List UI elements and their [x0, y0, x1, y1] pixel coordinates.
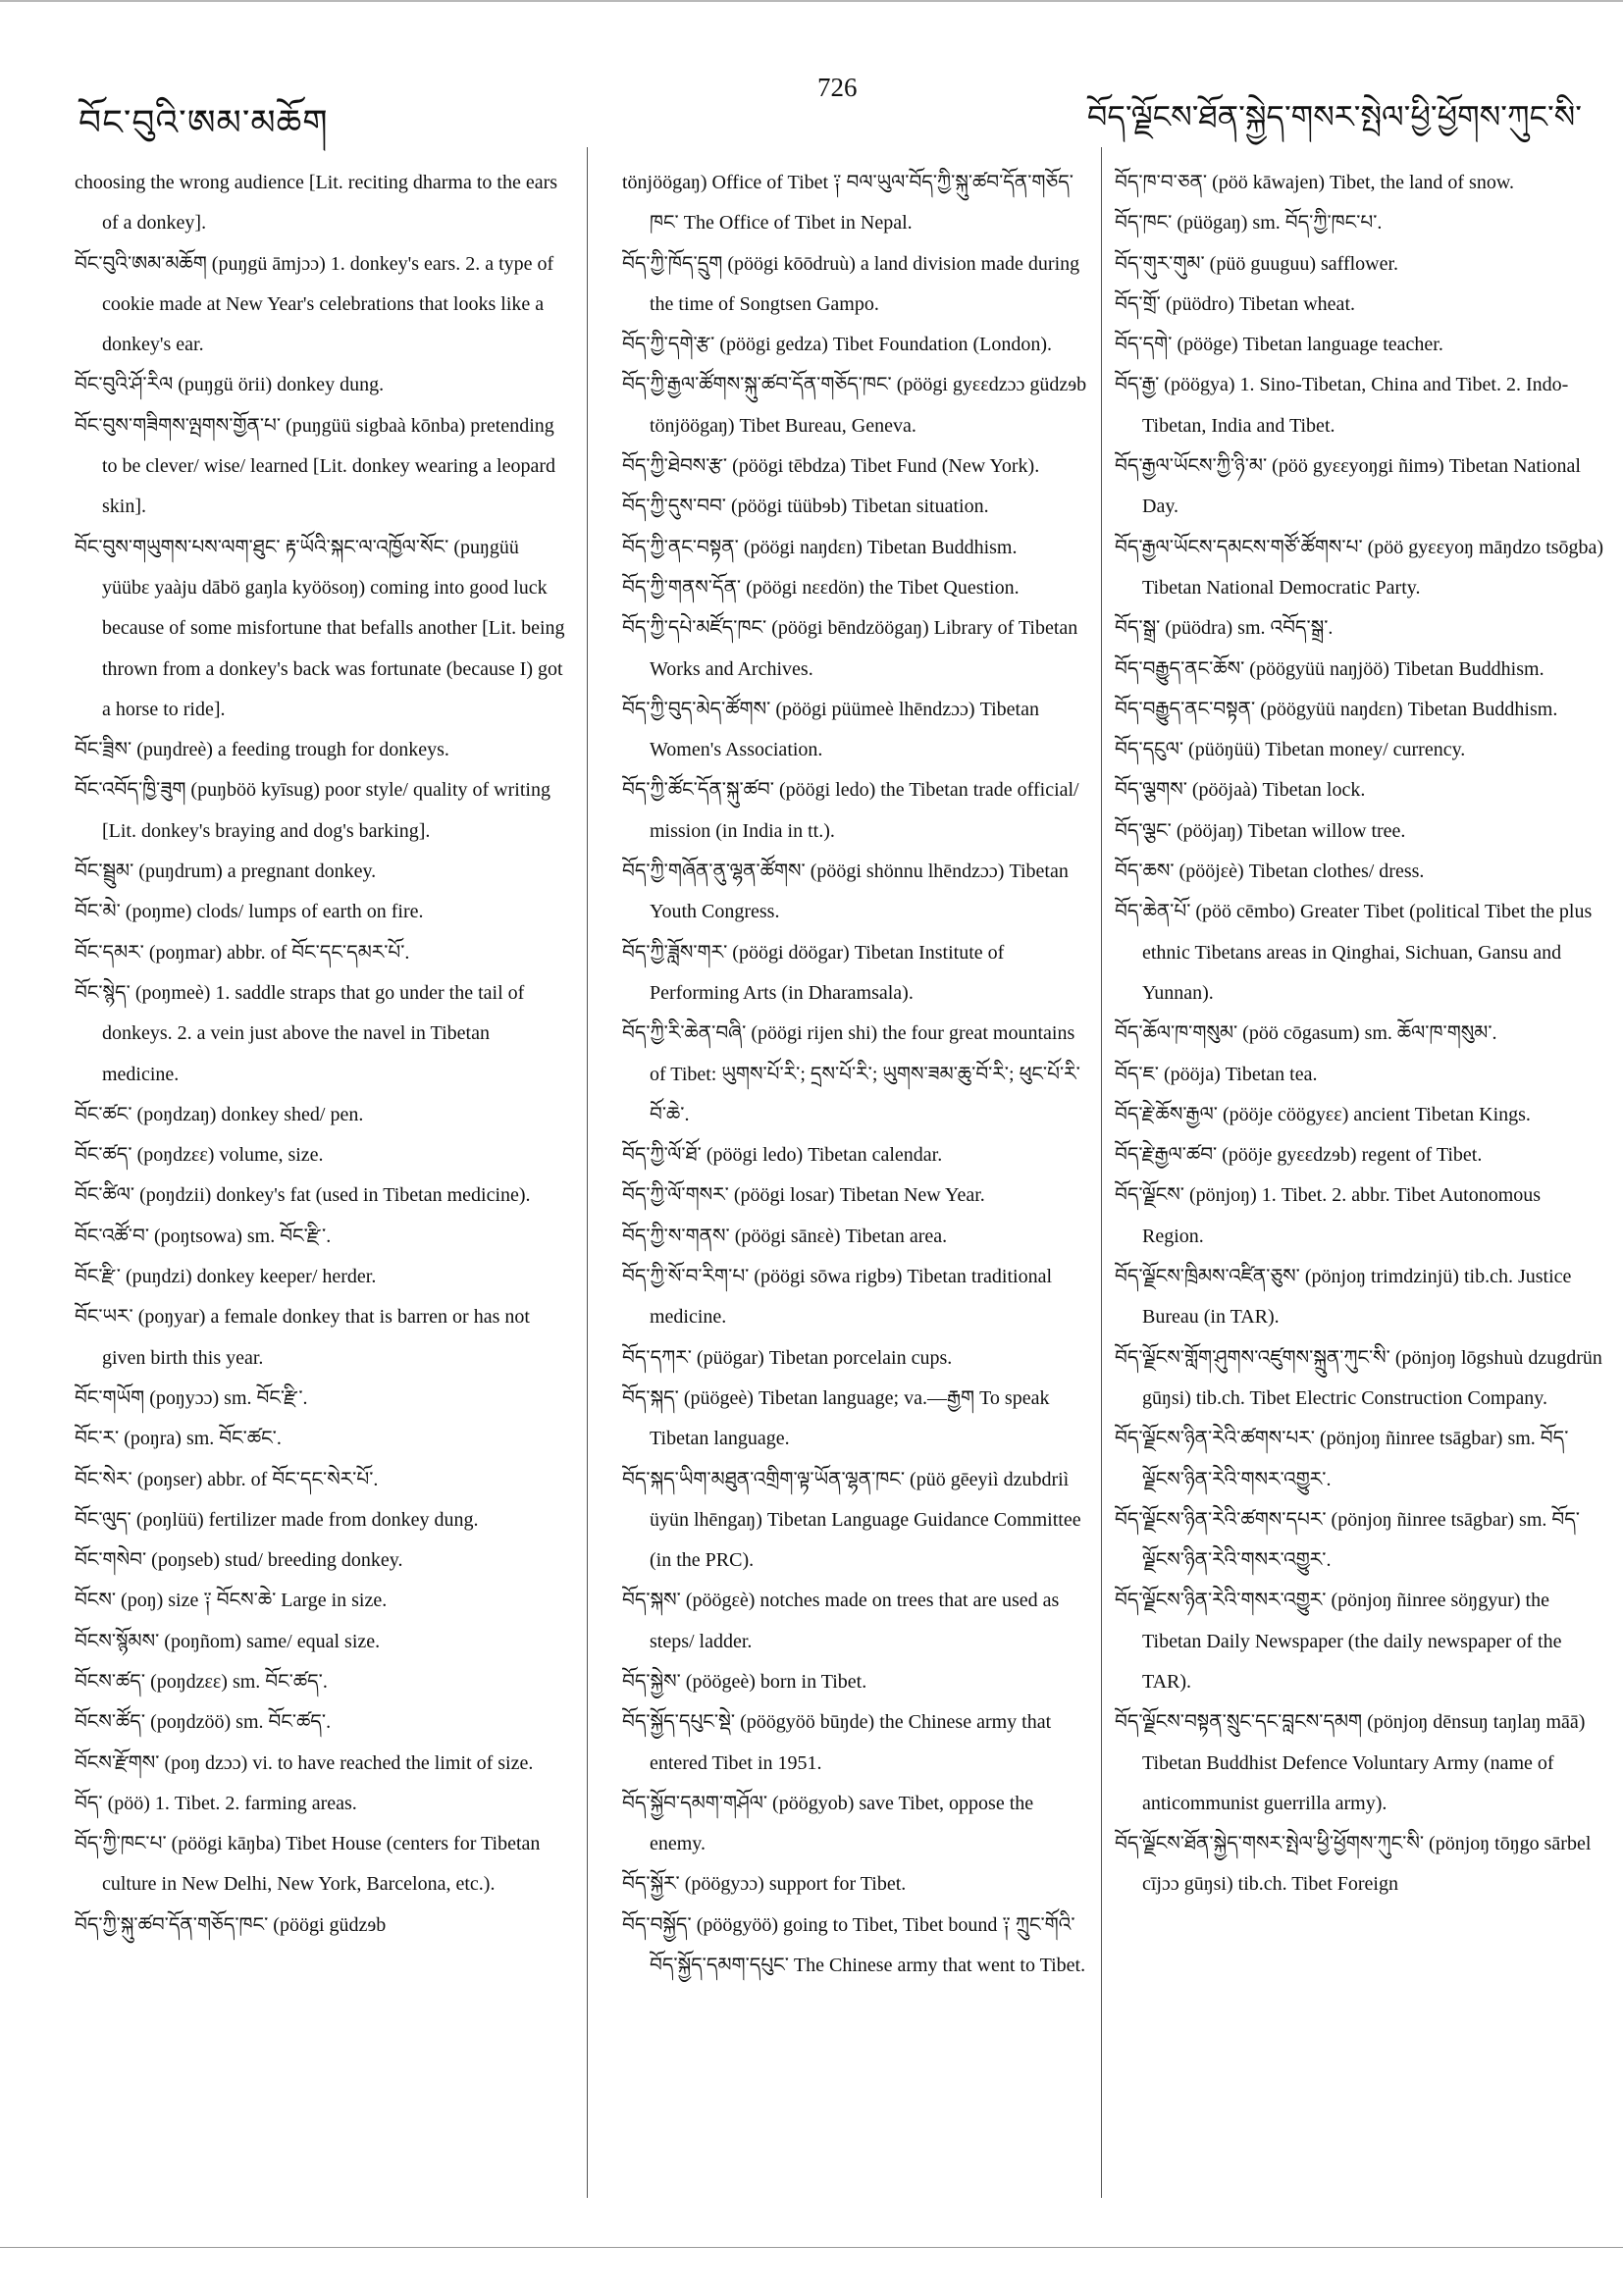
dictionary-entry: བོད་སྐྱེས་ (pöögeè) born in Tibet. [622, 1670, 867, 1693]
dictionary-entry: བོང་ཡར་ (poŋyar) a female donkey that is barren or has not given birth this year. [75, 1306, 530, 1369]
dictionary-entry: བོད་ལྗོངས་བསྟན་སྲུང་དང་བླངས་དམག (pönjoŋ dēnsuŋ taŋlaŋ māā) Tibetan Buddhist Defence Voluntary Army (name of anticommunist guerrilla army). [1115, 1711, 1586, 1814]
dictionary-entry: བོད་ཀྱི་རི་ཆེན་བཞི་ (pöögi rijen shi) the four great mountains of Tibet: ཡུགས་པོ་རི་; དྲས་པོ་རི་; ཡུགས་ཟམ་ཆུ་བོ་རི་; ཕུང་པོ་རི་བོ་ཆེ་. [622, 1022, 1080, 1125]
dictionary-entry: tönjöögaŋ) Office of Tibet ༑ བལ་ཡུལ་བོད་ཀྱི་སྐུ་ཚབ་དོན་གཅོད་ཁང་ The Office of Tibet in Nepal. [622, 172, 1073, 235]
dictionary-entry: བོད་ཆེན་པོ་ (pöö cēmbo) Greater Tibet (political Tibet the plus ethnic Tibetans areas in Qinghai, Sichuan, Gansu and Yunnan). [1115, 901, 1593, 1004]
dictionary-entry: བོང་རྫི་ (puŋdzi) donkey keeper/ herder. [75, 1266, 377, 1288]
top-border [0, 0, 1623, 16]
dictionary-entry: བོད་ཇ་ (pööja) Tibetan tea. [1115, 1063, 1318, 1085]
dictionary-entry: བོད་ཀྱི་དགེ་རྩ་ (pöögi gedza) Tibet Foundation (London). [622, 334, 1053, 356]
dictionary-entry: བོད་རྗེ་རྒྱལ་ཚབ་ (pööje gyɛɛdzɘb) regent of Tibet. [1115, 1144, 1483, 1167]
dictionary-entry: བོད་ཀྱི་ཁོད་དྲུག (pöögi kōōdruù) a land division made during the time of Songtsen Gampo. [622, 252, 1080, 315]
dictionary-entry: བོང་གསེབ་ (poŋseb) stud/ breeding donkey. [75, 1549, 403, 1572]
dictionary-entry: བོད་ཀྱི་ལོ་གསར་ (pöögi losar) Tibetan New Year. [622, 1184, 985, 1207]
dictionary-entry: བོད་དགེ་ (pööge) Tibetan language teacher. [1115, 334, 1443, 356]
dictionary-entry: བོད་ལྗོངས་ཉིན་རེའི་ཚགས་དཔར་ (pönjoŋ ñinree tsāgbar) sm. བོད་ལྗོངས་ཉིན་རེའི་གསར་འགྱུར་. [1115, 1508, 1580, 1572]
dictionary-entry: བོད་ཀྱི་གནས་དོན་ (pöögi nɛɛdön) the Tibet Question. [622, 576, 1020, 599]
dictionary-entry: བོད་གུར་གུམ་ (püö guuguu) safflower. [1115, 252, 1399, 275]
page-number: 726 [817, 73, 858, 102]
dictionary-entry: བོང་སེར་ (poŋser) abbr. of བོང་དང་སེར་པོ་. [75, 1468, 379, 1490]
dictionary-entry: བོང་དམར་ (poŋmar) abbr. of བོང་དང་དམར་པོ་. [75, 941, 410, 964]
dictionary-entry: བོད་ཀྱི་ཐེབས་རྩ་ (pöögi tēbdza) Tibet Fund (New York). [622, 455, 1040, 478]
dictionary-entry: བོང་གཡོག (poŋyɔɔ) sm. བོང་རྫི་. [75, 1386, 308, 1409]
dictionary-entry: བོད་ཀྱི་གཞོན་ནུ་ལྷན་ཚོགས་ (pöögi shönnu lhēndzɔɔ) Tibetan Youth Congress. [622, 861, 1069, 923]
bottom-border [0, 2247, 1623, 2248]
dictionary-column-middle [622, 163, 1093, 2184]
dictionary-entry: བོད་ལྗོངས་ཐོན་སྐྱེད་གསར་སྤེལ་ཕྱི་ཕྱོགས་ཀུང་སི་ (pönjoŋ tōŋgo sārbel cījɔɔ gūŋsi) tib.ch. Tibet Foreign [1115, 1833, 1592, 1896]
dictionary-entry: བོད་བརྒྱུད་ནང་བསྟན་ (pöögyüü naŋdɛn) Tibetan Buddhism. [1115, 698, 1558, 720]
dictionary-entry: བོང་བུས་གཡུགས་པས་ལག་ཐུང་ རྟ་ཡོའི་སྐང་ལ་འཁྱོལ་སོང་ (puŋgüü yüübɛ yaàju dābö gaŋla kyöösoŋ) coming into good luck because of some misfortune that befalls another [Lit. being thrown from a donkey's back was fortunate (because I) got a horse to ride]. [75, 536, 565, 720]
column-divider [1101, 147, 1102, 2198]
dictionary-entry: བོད་སྐྱོབ་དམག་གཤོལ་ (pöögyob) save Tibet, oppose the enemy. [622, 1792, 1034, 1855]
dictionary-entry: བོང་སྙེད་ (poŋmeè) 1. saddle straps that go under the tail of donkeys. 2. a vein just above the navel in Tibetan medicine. [75, 981, 525, 1085]
dictionary-entry: བོང་བུའི་ཨམ་མཆོག (puŋgü āmjɔɔ) 1. donkey's ears. 2. a type of cookie made at New Year's celebrations that looks like a donkey's ear. [75, 252, 554, 356]
dictionary-entry: བོད་ཀྱི་དཔེ་མཛོད་ཁང་ (pöögi bēndzöögaŋ) Library of Tibetan Works and Archives. [622, 617, 1078, 680]
dictionary-entry: choosing the wrong audience [Lit. reciting dharma to the ears of a donkey]. [75, 172, 558, 235]
dictionary-entry: བོད་ཀྱི་དུས་བབ་ (pöögi tüübɘb) Tibetan situation. [622, 496, 989, 518]
dictionary-entry: བོང་ར་ (poŋra) sm. བོང་ཚང་. [75, 1428, 282, 1450]
dictionary-entry: བོང་ཟྲིས་ (puŋdreè) a feeding trough for donkeys. [75, 739, 449, 761]
dictionary-entry: བོད་བརྒྱུད་ནང་ཆོས་ (pöögyüü naŋjöö) Tibetan Buddhism. [1115, 657, 1544, 680]
dictionary-entry: བོད་བསྐྱོད་ (pöögyöö) going to Tibet, Tibet bound ༑ ཀྲུང་གོའི་བོད་སྐྱོད་དམག་དཔུང་ The Chinese army that went to Tibet. [622, 1913, 1086, 1977]
running-head-left: བོང་བུའི་ཨམ་མཆོག [79, 103, 329, 143]
dictionary-column-right [1115, 163, 1605, 2184]
dictionary-entry: བོད་ཀྱི་བུད་མེད་ཚོགས་ (pöögi püümeè lhēndzɔɔ) Tibetan Women's Association. [622, 698, 1039, 761]
dictionary-entry: བོངས་ཚོད་ (poŋdzöö) sm. བོང་ཚད་. [75, 1711, 332, 1734]
dictionary-entry: བོད་ཁང་ (püögaŋ) sm. བོད་ཀྱི་ཁང་པ་. [1115, 212, 1383, 235]
dictionary-entry: བོད་ཀྱི་སྐུ་ཚབ་དོན་གཅོད་ཁང་ (pöögi güdzɘb [75, 1913, 387, 1936]
dictionary-entry: བོངས་ (poŋ) size ༑ བོངས་ཆེ་ Large in size. [75, 1590, 388, 1612]
dictionary-entry: བོད་ལྕགས་ (pööjaà) Tibetan lock. [1115, 779, 1366, 802]
dictionary-entry: བོད་ཀྱི་ནང་བསྟན་ (pöögi naŋdɛn) Tibetan Buddhism. [622, 536, 1018, 558]
dictionary-entry: བོད་སྒྲ་ (püödra) sm. འབོད་སྒྲ་. [1115, 617, 1334, 640]
dictionary-entry: བོད་གྲོ་ (püödro) Tibetan wheat. [1115, 292, 1355, 315]
column-divider [587, 147, 588, 2198]
dictionary-entry: བོངས་སྙོམས་ (poŋñom) same/ equal size. [75, 1630, 381, 1652]
dictionary-entry: བོངས་རྫོགས་ (poŋ dzɔɔ) vi. to have reached the limit of size. [75, 1751, 534, 1774]
dictionary-entry: བོད་ཀྱི་ས་གནས་ (pöögi sānɛè) Tibetan area. [622, 1225, 948, 1247]
dictionary-entry: བོང་ལུད་ (poŋlüü) fertilizer made from donkey dung. [75, 1508, 479, 1531]
dictionary-entry: བོད་ཀྱི་ཟློས་གར་ (pöögi döögar) Tibetan Institute of Performing Arts (in Dharamsala). [622, 941, 1005, 1004]
dictionary-entry: བོང་ཚིལ་ (poŋdzii) donkey's fat (used in Tibetan medicine). [75, 1184, 531, 1207]
dictionary-entry: བོད་ཀྱི་ཁང་པ་ (pöögi kāŋba) Tibet House (centers for Tibetan culture in New Delhi, New York, Barcelona, etc.). [75, 1833, 541, 1896]
dictionary-entry: བོང་ཚང་ (poŋdzaŋ) donkey shed/ pen. [75, 1103, 364, 1125]
dictionary-entry: བོད་རྒྱལ་ཡོངས་དམངས་གཙོ་ཚོགས་པ་ (pöö gyɛɛyoŋ māŋdzo tsōgba) Tibetan National Democratic Party. [1115, 536, 1604, 599]
dictionary-entry: བོད་ལྗོངས་ཉིན་རེའི་ཚགས་པར་ (pönjoŋ ñinree tsāgbar) sm. བོད་ལྗོངས་ཉིན་རེའི་གསར་འགྱུར་. [1115, 1428, 1569, 1490]
dictionary-entry: བོང་འཚོ་བ་ (poŋtsowa) sm. བོང་རྫི་. [75, 1225, 332, 1247]
dictionary-entry: བོང་བུའི་ཤོ་རིལ (puŋgü örii) donkey dung. [75, 374, 385, 396]
dictionary-entry: བོད་ཀྱི་རྒྱལ་ཚོགས་སྐུ་ཚབ་དོན་གཅོད་ཁང་ (pöögi gyɛɛdzɔɔ güdzɘb tönjöögaŋ) Tibet Bureau, Geneva. [622, 374, 1087, 437]
dictionary-entry: བོང་བུས་གཟིགས་ལྤགས་གྱོན་པ་ (puŋgüü sigbaà kōnba) pretending to be clever/ wise/ learned [Lit. donkey wearing a leopard skin]. [75, 414, 556, 518]
dictionary-entry: བོད་ཀྱི་ལོ་ཐོ་ (pöögi ledo) Tibetan calendar. [622, 1144, 943, 1167]
dictionary-entry: བོད་སྐྱོར་ (pöögyɔɔ) support for Tibet. [622, 1873, 907, 1896]
dictionary-entry: བོང་མེ་ (poŋme) clods/ lumps of earth on fire. [75, 901, 424, 923]
dictionary-entry: བོད་ལྗོངས་ཁྲིམས་འཛིན་ཅུས་ (pönjoŋ trimdzinjü) tib.ch. Justice Bureau (in TAR). [1115, 1266, 1572, 1329]
dictionary-entry: བོད་ལྗོངས་ཉིན་རེའི་གསར་འགྱུར་ (pönjoŋ ñinree söŋgyur) the Tibetan Daily Newspaper (the daily newspaper of the TAR). [1115, 1590, 1562, 1693]
dictionary-entry: བོད་ལྗོངས་གློག་ཤུགས་འཛུགས་སྐྲུན་ཀུང་སི་ (pönjoŋ lōgshuù dzugdrün gūŋsi) tib.ch. Tibet Electric Construction Company. [1115, 1346, 1602, 1409]
dictionary-entry: བོད་དངུལ་ (püöŋüü) Tibetan money/ currency. [1115, 739, 1466, 761]
dictionary-entry: བོད་ཁ་བ་ཅན་ (pöö kāwajen) Tibet, the land of snow. [1115, 172, 1514, 193]
dictionary-entry: བོད་ཀྱི་སོ་བ་རིག་པ་ (pöögi sōwa rigbɘ) Tibetan traditional medicine. [622, 1266, 1053, 1329]
dictionary-entry: བོད་རྗེ་ཆོས་རྒྱལ་ (pööje cöögyɛɛ) ancient Tibetan Kings. [1115, 1103, 1531, 1125]
dictionary-entry: བོངས་ཚད་ (poŋdzɛɛ) sm. བོང་ཚད་. [75, 1670, 328, 1693]
dictionary-entry: བོང་འབོད་ཁྱི་ཟུག (puŋböö kyīsug) poor style/ quality of writing [Lit. donkey's braying and dog's barking]. [75, 779, 550, 842]
dictionary-entry: བོད་སྐད་ཡིག་མཐུན་འགྲིག་ལྟ་ཡོན་ལྷན་ཁང་ (püö gēeyiì dzubdriì üyün lhēngaŋ) Tibetan Language Guidance Committee (in the PRC). [622, 1468, 1081, 1572]
dictionary-entry: བོད་རྒྱ་ (pöögya) 1. Sino-Tibetan, China and Tibet. 2. Indo-Tibetan, India and Tibet. [1115, 374, 1569, 437]
dictionary-column-left [75, 163, 565, 2184]
dictionary-entry: བོད་དཀར་ (püögar) Tibetan porcelain cups. [622, 1346, 953, 1369]
dictionary-entry: བོད་ལྗོངས་ (pönjoŋ) 1. Tibet. 2. abbr. Tibet Autonomous Region. [1115, 1184, 1542, 1247]
dictionary-entry: བོང་ཚད་ (poŋdzɛɛ) volume, size. [75, 1144, 324, 1167]
dictionary-entry: བོད་ཆོལ་ཁ་གསུམ་ (pöö cōgasum) sm. ཆོལ་ཁ་གསུམ་. [1115, 1022, 1497, 1045]
dictionary-entry: བོད་རྒྱལ་ཡོངས་ཀྱི་ཉི་མ་ (pöö gyɛɛyoŋgi ñimɘ) Tibetan National Day. [1115, 455, 1581, 518]
dictionary-entry: བོད་ཆས་ (pööjɛè) Tibetan clothes/ dress. [1115, 861, 1425, 883]
dictionary-entry: བོང་སྦྲུམ་ (puŋdrum) a pregnant donkey. [75, 861, 377, 883]
dictionary-entry: བོད་སྐད་ (püögeè) Tibetan language; va.—རྒྱག To speak Tibetan language. [622, 1386, 1050, 1450]
dictionary-entry: བོད་སྐས་ (pöögɛè) notches made on trees that are used as steps/ ladder. [622, 1590, 1060, 1652]
dictionary-entry: བོད་སྐྱོད་དཔུང་སྡེ་ (pöögyöö būŋde) the Chinese army that entered Tibet in 1951. [622, 1711, 1052, 1774]
running-head-right: བོད་ལྗོངས་ཐོན་སྐྱེད་གསར་སྤེལ་ཕྱི་ཕྱོགས་ཀུང་སི་ [1086, 98, 1582, 135]
dictionary-entry: བོད་ཀྱི་ཚོང་དོན་སྐུ་ཚབ་ (pöögi ledo) the Tibetan trade official/ mission (in India in tt.). [622, 779, 1079, 842]
dictionary-entry: བོད་ལྕང་ (pööjaŋ) Tibetan willow tree. [1115, 819, 1406, 842]
dictionary-entry: བོད་ (pöö) 1. Tibet. 2. farming areas. [75, 1792, 357, 1814]
